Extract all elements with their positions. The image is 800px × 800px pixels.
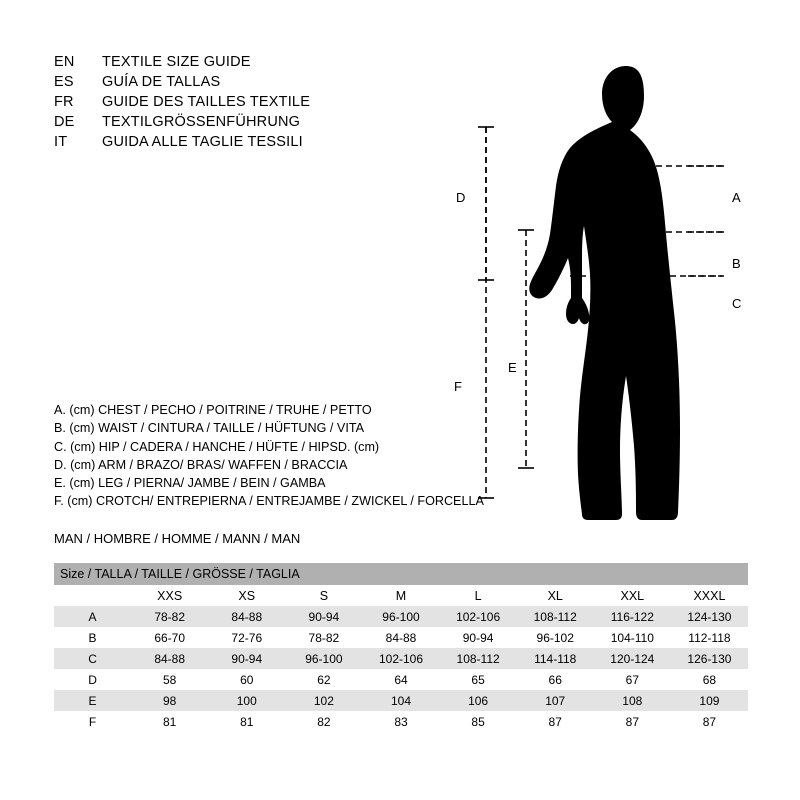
- language-row: [54, 112, 310, 132]
- legend-item-e: E. (cm) LEG / PIERNA/ JAMBE / BEIN / GAMBA: [54, 476, 326, 491]
- label-d: D: [456, 190, 466, 205]
- cell: 96-100: [285, 648, 362, 669]
- cell: 90-94: [440, 627, 517, 648]
- column-header-m: M: [362, 585, 439, 606]
- language-title: TEXTILE SIZE GUIDE: [102, 54, 251, 70]
- row-label: B: [54, 627, 131, 648]
- legend-item-d: D. (cm) ARM / BRAZO/ BRAS/ WAFFEN / BRACCIA: [54, 457, 348, 472]
- language-row: [54, 92, 310, 112]
- column-header-xl: XL: [517, 585, 594, 606]
- language-row: [54, 72, 310, 92]
- size-table-wrapper: [54, 563, 748, 732]
- cell: 85: [440, 711, 517, 732]
- cell: 60: [208, 669, 285, 690]
- row-label: D: [54, 669, 131, 690]
- cell: 58: [131, 669, 208, 690]
- cell: 84-88: [208, 606, 285, 627]
- cell: 67: [594, 669, 671, 690]
- cell: 108-112: [440, 648, 517, 669]
- language-code: ES: [54, 74, 74, 90]
- cell: 96-100: [362, 606, 439, 627]
- row-label: C: [54, 648, 131, 669]
- language-title: GUIDE DES TAILLES TEXTILE: [102, 94, 311, 110]
- cell: 126-130: [671, 648, 748, 669]
- language-title: GUÍA DE TALLAS: [102, 74, 221, 90]
- size-table: [54, 563, 748, 732]
- column-header-blank: [54, 585, 131, 606]
- cell: 102: [285, 690, 362, 711]
- table-title: Size / TALLA / TAILLE / GRÖSSE / TAGLIA: [54, 563, 748, 585]
- cell: 107: [517, 690, 594, 711]
- label-c: C: [732, 296, 742, 311]
- table-row: [54, 627, 748, 648]
- cell: 108-112: [517, 606, 594, 627]
- cell: 84-88: [362, 627, 439, 648]
- cell: 102-106: [440, 606, 517, 627]
- cell: 109: [671, 690, 748, 711]
- cell: 64: [362, 669, 439, 690]
- table-row: [54, 606, 748, 627]
- language-code: FR: [54, 94, 74, 110]
- table-row: [54, 648, 748, 669]
- cell: 104: [362, 690, 439, 711]
- cell: 81: [208, 711, 285, 732]
- cell: 104-110: [594, 627, 671, 648]
- cell: 124-130: [671, 606, 748, 627]
- cell: 78-82: [131, 606, 208, 627]
- table-title-row: [54, 563, 748, 585]
- label-f: F: [454, 379, 462, 394]
- row-label: E: [54, 690, 131, 711]
- language-code: DE: [54, 114, 75, 130]
- row-label: F: [54, 711, 131, 732]
- language-row: [54, 132, 310, 152]
- language-code: IT: [54, 134, 68, 150]
- cell: 106: [440, 690, 517, 711]
- cell: 87: [671, 711, 748, 732]
- cell: 68: [671, 669, 748, 690]
- cell: 62: [285, 669, 362, 690]
- column-header-l: L: [440, 585, 517, 606]
- cell: 120-124: [594, 648, 671, 669]
- cell: 84-88: [131, 648, 208, 669]
- cell: 87: [594, 711, 671, 732]
- column-header-s: S: [285, 585, 362, 606]
- cell: 65: [440, 669, 517, 690]
- cell: 114-118: [517, 648, 594, 669]
- table-header-row: [54, 585, 748, 606]
- language-code: EN: [54, 54, 75, 70]
- column-header-xs: XS: [208, 585, 285, 606]
- cell: 90-94: [285, 606, 362, 627]
- table-row: [54, 669, 748, 690]
- cell: 83: [362, 711, 439, 732]
- cell: 90-94: [208, 648, 285, 669]
- cell: 87: [517, 711, 594, 732]
- language-title: GUIDA ALLE TAGLIE TESSILI: [102, 134, 303, 150]
- language-row: [54, 52, 310, 72]
- row-label: A: [54, 606, 131, 627]
- cell: 108: [594, 690, 671, 711]
- measurement-legend: [54, 401, 484, 511]
- cell: 100: [208, 690, 285, 711]
- table-row: [54, 690, 748, 711]
- cell: 66: [517, 669, 594, 690]
- gender-label: MAN / HOMBRE / HOMME / MANN / MAN: [54, 531, 301, 546]
- cell: 112-118: [671, 627, 748, 648]
- table-row: [54, 711, 748, 732]
- label-b: B: [732, 256, 741, 271]
- cell: 116-122: [594, 606, 671, 627]
- legend-item-a: A. (cm) CHEST / PECHO / POITRINE / TRUHE / PETTO: [54, 403, 372, 417]
- legend-item-b: B. (cm) WAIST / CINTURA / TAILLE / HÜFTUNG / VITA: [54, 421, 364, 436]
- cell: 98: [131, 690, 208, 711]
- cell: 102-106: [362, 648, 439, 669]
- man-silhouette-shape: [529, 66, 680, 520]
- column-header-xxxl: XXXL: [671, 585, 748, 606]
- cell: 82: [285, 711, 362, 732]
- cell: 72-76: [208, 627, 285, 648]
- language-title: TEXTILGRÖSSENFÜHRUNG: [102, 114, 301, 130]
- cell: 81: [131, 711, 208, 732]
- column-header-xxs: XXS: [131, 585, 208, 606]
- cell: 66-70: [131, 627, 208, 648]
- language-titles: [54, 52, 310, 152]
- column-header-xxl: XXL: [594, 585, 671, 606]
- cell: 96-102: [517, 627, 594, 648]
- label-e: E: [508, 360, 517, 375]
- label-a: A: [732, 190, 741, 205]
- legend-item-f: F. (cm) CROTCH/ ENTREPIERNA / ENTREJAMBE / ZWICKEL / FORCELLA: [54, 494, 484, 509]
- cell: 78-82: [285, 627, 362, 648]
- legend-item-c: C. (cm) HIP / CADERA / HANCHE / HÜFTE / HIPSD. (cm): [54, 439, 380, 454]
